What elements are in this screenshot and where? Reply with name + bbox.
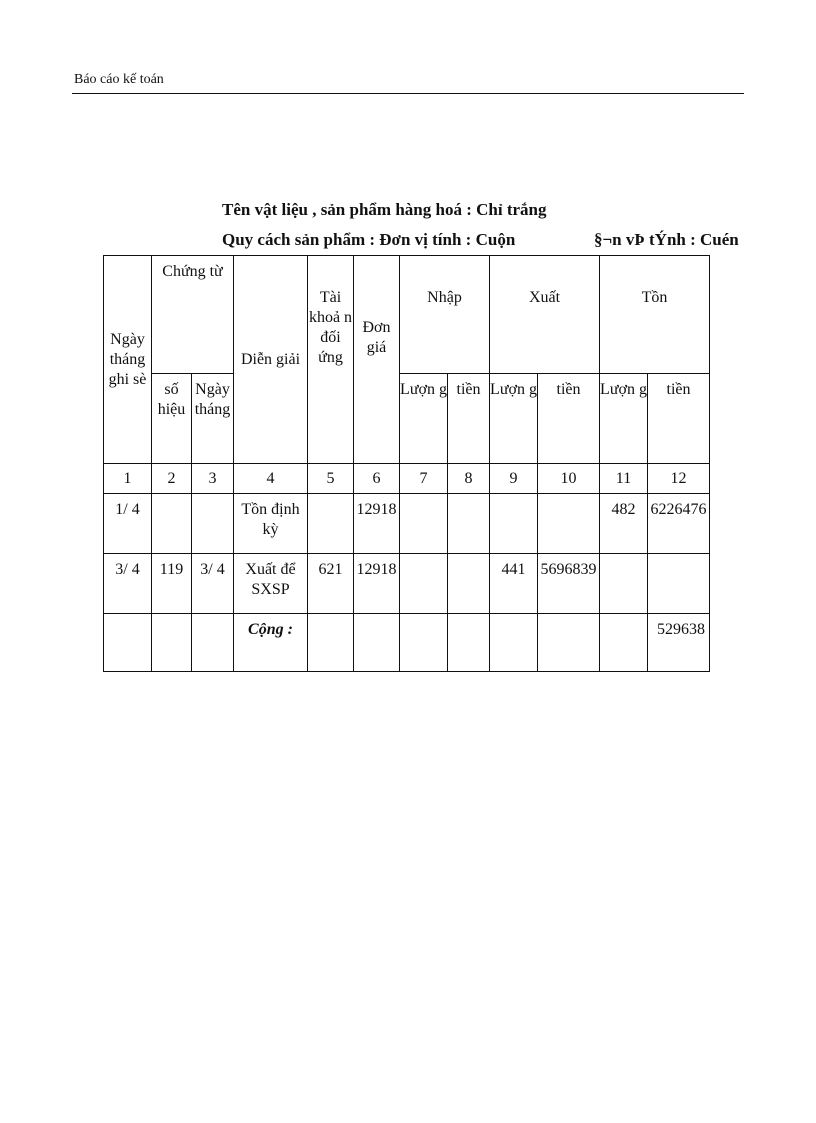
header-so-hieu: số hiệu bbox=[152, 374, 192, 464]
table-row bbox=[104, 494, 710, 554]
cell-empty bbox=[104, 614, 152, 672]
header-ton: Tồn bbox=[600, 256, 710, 374]
cell-tien-xuat: 5696839 bbox=[538, 554, 600, 614]
col-number: 4 bbox=[234, 464, 308, 494]
cell-date: 3/ 4 bbox=[104, 554, 152, 614]
cell-luong-nhap bbox=[400, 494, 448, 554]
page-header-title: Báo cáo kế toán bbox=[74, 72, 164, 87]
cell-empty bbox=[152, 614, 192, 672]
cell-so-hieu bbox=[152, 494, 192, 554]
table-row bbox=[104, 554, 710, 614]
col-number: 2 bbox=[152, 464, 192, 494]
cell-empty bbox=[400, 614, 448, 672]
header-tien-ton: tiền bbox=[648, 374, 710, 464]
col-number: 5 bbox=[308, 464, 354, 494]
header-don-gia: Đơn giá bbox=[354, 256, 400, 464]
col-number: 7 bbox=[400, 464, 448, 494]
cell-tien-ton: 6226476 bbox=[648, 494, 710, 554]
total-tien-ton: 529638 bbox=[648, 614, 710, 672]
header-rule bbox=[72, 93, 744, 94]
header-nhap: Nhập bbox=[400, 256, 490, 374]
cell-empty bbox=[490, 614, 538, 672]
cell-empty bbox=[448, 614, 490, 672]
header-tai-khoan-doi-ung: Tài khoả n đối ứng bbox=[308, 256, 354, 464]
cell-empty bbox=[308, 614, 354, 672]
total-label: Cộng : bbox=[234, 614, 308, 672]
header-luong-ton: Lượn g bbox=[600, 374, 648, 464]
cell-tien-nhap bbox=[448, 494, 490, 554]
cell-tien-ton bbox=[648, 554, 710, 614]
col-number: 6 bbox=[354, 464, 400, 494]
col-number: 10 bbox=[538, 464, 600, 494]
header-dien-giai: Diễn giải bbox=[234, 256, 308, 464]
header-tien-nhap: tiền bbox=[448, 374, 490, 464]
cell-tien-nhap bbox=[448, 554, 490, 614]
cell-dien-giai: Tồn định kỳ bbox=[234, 494, 308, 554]
cell-empty bbox=[538, 614, 600, 672]
cell-luong-ton: 482 bbox=[600, 494, 648, 554]
cell-don-gia: 12918 bbox=[354, 554, 400, 614]
header-ngay-thang-ghi-so: Ngày tháng ghi sè bbox=[104, 256, 152, 464]
header-luong-xuat: Lượn g bbox=[490, 374, 538, 464]
cell-empty bbox=[354, 614, 400, 672]
header-xuat: Xuất bbox=[490, 256, 600, 374]
col-number: 8 bbox=[448, 464, 490, 494]
col-number: 3 bbox=[192, 464, 234, 494]
unit-title-garbled: §¬n vÞ tÝnh : Cuén bbox=[594, 230, 739, 249]
cell-ngay bbox=[192, 494, 234, 554]
header-row-2 bbox=[104, 374, 710, 464]
cell-luong-nhap bbox=[400, 554, 448, 614]
col-number: 12 bbox=[648, 464, 710, 494]
header-chung-tu: Chứng từ bbox=[152, 256, 234, 374]
col-number: 1 bbox=[104, 464, 152, 494]
col-number: 9 bbox=[490, 464, 538, 494]
total-row bbox=[104, 614, 710, 672]
material-ledger-table bbox=[103, 255, 710, 672]
cell-dien-giai: Xuất để SXSP bbox=[234, 554, 308, 614]
cell-empty bbox=[192, 614, 234, 672]
cell-ngay: 3/ 4 bbox=[192, 554, 234, 614]
cell-luong-xuat bbox=[490, 494, 538, 554]
cell-empty bbox=[600, 614, 648, 672]
header-ngay-thang: Ngày tháng bbox=[192, 374, 234, 464]
col-number: 11 bbox=[600, 464, 648, 494]
cell-luong-xuat: 441 bbox=[490, 554, 538, 614]
header-luong-nhap: Lượn g bbox=[400, 374, 448, 464]
cell-luong-ton bbox=[600, 554, 648, 614]
cell-tai-khoan: 621 bbox=[308, 554, 354, 614]
column-number-row bbox=[104, 464, 710, 494]
spec-unit-title: Quy cách sản phẩm : Đơn vị tính : Cuộn bbox=[222, 230, 516, 249]
cell-date: 1/ 4 bbox=[104, 494, 152, 554]
header-row-1 bbox=[104, 256, 710, 374]
cell-don-gia: 12918 bbox=[354, 494, 400, 554]
cell-so-hieu: 119 bbox=[152, 554, 192, 614]
cell-tai-khoan bbox=[308, 494, 354, 554]
header-tien-xuat: tiền bbox=[538, 374, 600, 464]
material-name-title: Tên vật liệu , sản phẩm hàng hoá : Chỉ trắng bbox=[222, 200, 547, 219]
cell-tien-xuat bbox=[538, 494, 600, 554]
